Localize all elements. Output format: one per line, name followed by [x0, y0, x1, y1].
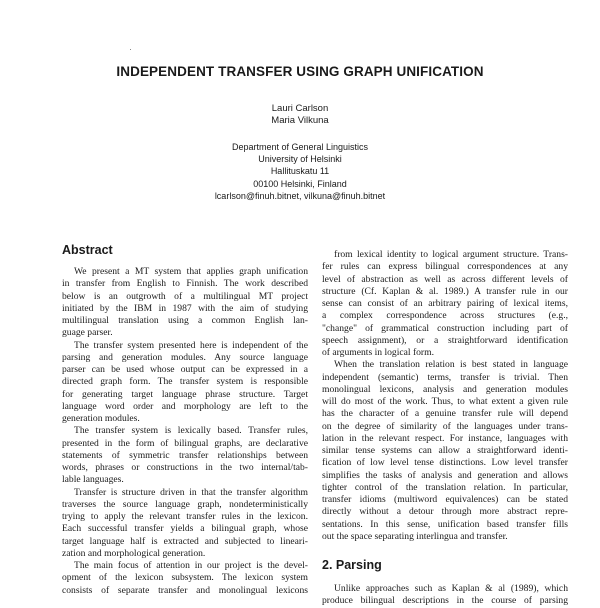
text-line: When the translation relation is best stated in language	[334, 359, 568, 371]
paragraph	[322, 249, 568, 359]
section-2-body	[322, 583, 568, 608]
text-line: language word order and morphology are left to the	[62, 400, 308, 412]
text-line: The main focus of attention in our project is the devel-	[74, 560, 308, 571]
text-line: opment of the lexicon subsystem. The lexicon system	[62, 572, 308, 584]
affiliation-line: Department of General Linguistics	[231, 142, 369, 152]
text-line: consists of separate transfer and monolingual lexicons	[62, 584, 308, 596]
text-line: transfer idioms (multiword equivalences) can be stated	[322, 494, 568, 505]
text-line: tighter control of the translation relation. In particular,	[322, 481, 568, 493]
text-line: initiated by the IBM in 1987 with the aim of studying	[62, 302, 308, 314]
text-line: on the degree of similarity of the languages under trans-	[322, 420, 568, 432]
speck	[130, 49, 131, 50]
text-line: zation and morphological generation.	[62, 547, 206, 559]
author-block	[0, 103, 600, 127]
text-line: lation in the relevant respect. For instance, languages with	[322, 432, 568, 444]
text-line: statements of symmetric transfer relationships between	[62, 449, 308, 461]
text-line: sense can consist of an arbitrary pairing of lexical items,	[322, 298, 568, 309]
text-line: multilingual translation using a common English lan-	[62, 315, 308, 326]
text-line: of arguments in logical form.	[322, 347, 434, 358]
text-line: The transfer system is lexically based. Transfer rules,	[74, 425, 308, 437]
text-line: directed graph form. The transfer system is responsible	[62, 376, 308, 388]
paragraph	[322, 359, 568, 543]
affiliation-line: University of Helsinki	[258, 154, 342, 165]
text-line: words, phrases or constructions in the two internal/tab-	[62, 462, 308, 473]
text-line: similar tense systems can allow a straightforward identi-	[322, 445, 568, 456]
text-line: We present a MT system that applies graph unification	[74, 266, 308, 277]
text-line: Transfer is structure driven in that the transfer algorithm	[74, 486, 308, 498]
text-line: speech assignment), or a straightforward identification	[322, 334, 568, 346]
paragraph	[62, 487, 308, 561]
email-line: lcarlson@finuh.bitnet, vilkuna@finuh.bitnet	[214, 190, 386, 201]
text-line: below is an outgrowth of a multilingual MT project	[62, 290, 308, 302]
text-line: parser can be used whose output can be expressed in a	[62, 364, 308, 375]
author-name: Maria Vilkuna	[271, 115, 329, 126]
affiliation-block	[0, 141, 600, 202]
text-line: produce bilingual descriptions in the course of parsing	[322, 595, 568, 607]
text-line: a complex correspondence across structures (e.g.,	[322, 310, 568, 322]
text-line: monolingual lexicons, analysis and generation modules	[322, 383, 568, 395]
text-line: lable languages.	[62, 474, 124, 486]
left-column	[62, 243, 308, 597]
text-line: guage parser.	[62, 327, 113, 339]
author-name: Lauri Carlson	[271, 103, 329, 114]
text-line: presented in the form of bilingual graphs, are declarative	[62, 437, 308, 449]
text-line: traverses the source language graph, nondeterministically	[62, 498, 308, 510]
text-line: in transfer from English to Finnish. The work described	[62, 278, 308, 290]
abstract-heading: Abstract	[62, 243, 113, 257]
affiliation-line: 00100 Helsinki, Finland	[253, 178, 347, 189]
text-line: The transfer system presented here is independent of the	[74, 339, 308, 351]
text-line: from lexical identity to logical argument structure. Trans-	[334, 249, 568, 260]
paragraph	[62, 425, 308, 486]
text-line: sentations. In this sense, unification based transfer fills	[322, 518, 568, 530]
text-line: fer rules can express bilingual correspondences at any	[322, 261, 568, 273]
affiliation-line: Hallituskatu 11	[270, 166, 330, 177]
paragraph	[322, 583, 568, 608]
text-line: target language half is extracted and subjected to lineari-	[62, 535, 308, 547]
paper-title: INDEPENDENT TRANSFER USING GRAPH UNIFICATION	[116, 64, 484, 79]
text-line: generation modules.	[62, 413, 140, 424]
text-line: out the space separating interlingua and transfer.	[322, 530, 508, 542]
text-line: fication of low level tense distinctions. Low level transfer	[322, 457, 568, 469]
text-line: parsing and generation modules. Any source language	[62, 351, 308, 363]
text-line: directly without a detour through more abstract repre-	[322, 506, 568, 518]
abstract-body	[62, 266, 308, 597]
right-column	[322, 249, 568, 608]
text-line: Each successful transfer yields a bilingual graph, whose	[62, 523, 308, 535]
text-line: independent (semantic) terms, transfer is trivial. Then	[322, 371, 568, 383]
text-line: Unlike approaches such as Kaplan & al (1989), which	[334, 583, 568, 594]
text-line: for generating target language phrase structure. Target	[62, 388, 308, 400]
text-line: will do most of the work. Thus, to what extent a given rule	[322, 396, 568, 407]
paragraph	[62, 266, 308, 340]
section-2-heading: 2. Parsing	[322, 558, 382, 572]
text-line: structure (Cf. Kaplan & al. 1989.) A transfer rule in our	[322, 285, 568, 297]
text-line: "change" of grammatical construction including part of	[322, 322, 568, 334]
text-line: trying to apply the relevant transfer rules in the lexicon.	[62, 511, 308, 522]
text-line: level of abstraction as well as across different levels of	[322, 273, 568, 285]
right-body	[322, 249, 568, 543]
paragraph	[62, 560, 308, 597]
text-line: has the character of a genuine transfer rule will depend	[322, 408, 568, 420]
paragraph	[62, 340, 308, 426]
text-line: simplifies the tasks of analysis and generation and allows	[322, 469, 568, 481]
